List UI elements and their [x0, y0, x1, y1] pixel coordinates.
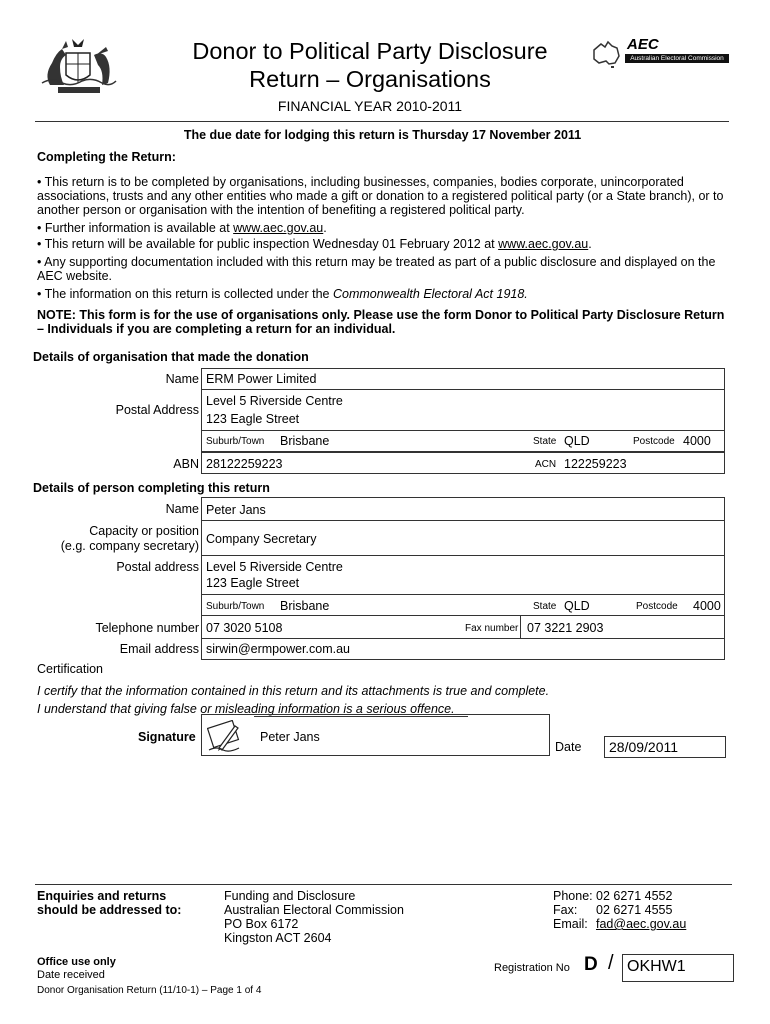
financial-year: FINANCIAL YEAR 2010-2011 [277, 98, 463, 114]
date-received-label: Date received [37, 969, 105, 981]
org-suburb-value: Brisbane [280, 434, 330, 448]
footer-phone-value: 02 6271 4552 [596, 889, 673, 903]
person-postal-label: Postal address [116, 560, 199, 574]
registration-field[interactable] [622, 954, 734, 982]
acn-value: 122259223 [564, 457, 627, 471]
person-suburb-value: Brisbane [280, 599, 330, 613]
bullet-text: This return is to be completed by organisations, including businesses, companies, bodies corporate, unincorporated associations, trusts and any other entities who made a gift or donation to a registered political party (or a State branch), or to another person or organisation with the intention of benefiting a registered political party. [37, 175, 724, 217]
registration-prefix: D [584, 954, 598, 975]
person-state-value: QLD [564, 599, 590, 613]
org-heading: Details of organisation that made the donation [33, 350, 309, 364]
person-suburb-row[interactable] [201, 594, 725, 616]
footer-contacts [553, 889, 686, 931]
capacity-value: Company Secretary [206, 532, 317, 546]
intro-bullet-5: • The information on this return is collected under the Commonwealth Electoral Act 1918. [37, 287, 528, 301]
certification-line-2: I understand that giving false or misleading information is a serious offence. [37, 702, 455, 716]
footer-address-1: Funding and Disclosure [224, 889, 356, 903]
org-suburb-label: Suburb/Town [206, 436, 265, 447]
abn-label: ABN [173, 457, 199, 471]
footer-divider [35, 884, 732, 885]
capacity-field[interactable] [201, 520, 725, 556]
intro-bullet-3: • This return will be available for public inspection Wednesday 01 February 2012 at www.aec.gov.au. [37, 237, 592, 251]
signature-name: Peter Jans [260, 730, 320, 744]
person-postcode-label: Postcode [636, 601, 678, 612]
footer-address-4: Kingston ACT 2604 [224, 931, 332, 945]
footer-fax-value: 02 6271 4555 [596, 903, 673, 917]
person-address-field[interactable] [201, 555, 725, 595]
org-address-line2: 123 Eagle Street [206, 412, 300, 426]
pen-signature-icon [207, 720, 243, 752]
registration-value: OKHW1 [627, 958, 686, 975]
person-address-line2: 123 Eagle Street [206, 576, 300, 590]
email-label: Email address [119, 642, 199, 656]
date-value: 28/09/2011 [609, 739, 679, 755]
fax-label: Fax number [465, 623, 519, 634]
footer-phone-label: Phone: [553, 889, 593, 903]
footer-address-2: Australian Electoral Commission [224, 903, 404, 917]
bullet-text: Further information is available at [44, 221, 230, 235]
org-postal-label: Postal Address [115, 403, 199, 417]
note: NOTE: This form is for the use of organisations only. Please use the form Donor to Political Party Disclosure Return – Individuals if you are completing a return for an individual. [37, 308, 725, 336]
footer-address-3: PO Box 6172 [224, 917, 299, 931]
person-suburb-label: Suburb/Town [206, 601, 265, 612]
fax-field[interactable] [520, 615, 725, 639]
website-link[interactable]: www.aec.gov.au [233, 221, 324, 235]
capacity-label-2: (e.g. company secretary) [60, 539, 199, 553]
person-name-value: Peter Jans [206, 503, 266, 517]
org-address-field[interactable] [201, 389, 725, 431]
org-name-label: Name [165, 372, 199, 386]
person-name-field[interactable] [201, 497, 725, 521]
person-state-label: State [533, 601, 557, 612]
date-field[interactable] [604, 736, 726, 758]
signature-field[interactable] [201, 714, 550, 756]
page-reference: Donor Organisation Return (11/10-1) – Page 1 of 4 [37, 985, 262, 996]
footer-address [224, 889, 404, 945]
office-use-label: Office use only [37, 956, 116, 968]
intro-bullet-2: • Further information is available at www.aec.gov.au. [37, 221, 327, 235]
person-heading: Details of person completing this return [33, 481, 270, 495]
intro-bullet-4: • Any supporting documentation included with this return may be treated as part of a public disclosure and displayed on the AEC website. [37, 255, 716, 283]
footer-email [553, 917, 686, 931]
enquiries-line-2: should be addressed to: [37, 903, 182, 917]
phone-label: Telephone number [95, 621, 199, 635]
header-divider [35, 121, 729, 122]
aec-logo-text: AEC [627, 36, 659, 53]
certification-line-1: I certify that the information contained in this return and its attachments is true and complete. [37, 684, 550, 698]
footer-fax [553, 903, 686, 917]
australia-map-icon [591, 40, 621, 68]
enquiries-label [37, 889, 181, 917]
certification-heading: Certification [37, 662, 103, 676]
aec-logo [591, 38, 731, 68]
signature-label: Signature [138, 730, 196, 744]
act-name: Commonwealth Electoral Act 1918. [333, 287, 528, 301]
email-field[interactable] [201, 638, 725, 660]
footer-email-label: Email: [553, 917, 588, 931]
bullet-text: Any supporting documentation included with this return may be treated as part of a public disclosure and displayed on the AEC website. [37, 255, 716, 283]
person-postcode-value: 4000 [693, 599, 721, 613]
phone-field[interactable] [201, 615, 521, 639]
completing-heading: Completing the Return: [37, 150, 176, 164]
due-date: The due date for lodging this return is Thursday 17 November 2011 [183, 128, 582, 142]
bullet-text: This return will be available for public inspection Wednesday 01 February 2012 at [44, 237, 495, 251]
aec-subtitle: Australian Electoral Commission [625, 54, 729, 63]
website-link[interactable]: www.aec.gov.au [498, 237, 589, 251]
org-name-field[interactable] [201, 368, 725, 390]
intro-bullet-1: • This return is to be completed by organisations, including businesses, companies, bodies corporate, unincorporated associations, trusts and any other entities who made a gift or donation to a registered political party (or a State branch), or to another person or organisation with the intention of benefiting a registered political party. [37, 175, 724, 217]
abn-value: 28122259223 [206, 457, 283, 471]
date-label: Date [555, 740, 582, 754]
person-address-line1: Level 5 Riverside Centre [206, 560, 343, 574]
title-line-1: Donor to Political Party Disclosure [192, 38, 548, 64]
org-postcode-value: 4000 [683, 434, 711, 448]
acn-label: ACN [535, 459, 557, 470]
org-name-value: ERM Power Limited [206, 372, 317, 386]
org-postcode-label: Postcode [633, 436, 675, 447]
org-state-value: QLD [564, 434, 590, 448]
org-suburb-row[interactable] [201, 430, 725, 452]
footer-fax-label: Fax: [553, 903, 578, 917]
person-name-label: Name [165, 502, 199, 516]
footer-phone [553, 889, 686, 903]
fax-value: 07 3221 2903 [527, 621, 604, 635]
enquiries-line-1: Enquiries and returns [37, 889, 167, 903]
abn-field[interactable] [201, 452, 725, 474]
email-value: sirwin@ermpower.com.au [206, 642, 350, 656]
org-address-line1: Level 5 Riverside Centre [206, 394, 343, 408]
footer-email-link[interactable]: fad@aec.gov.au [596, 917, 687, 931]
phone-value: 07 3020 5108 [206, 621, 283, 635]
bullet-text: The information on this return is collected under the [44, 287, 330, 301]
capacity-label-1: Capacity or position [89, 524, 199, 538]
registration-slash: / [608, 952, 614, 974]
title-line-2: Return – Organisations [249, 66, 491, 92]
org-state-label: State [533, 436, 557, 447]
registration-label: Registration No [494, 962, 570, 974]
